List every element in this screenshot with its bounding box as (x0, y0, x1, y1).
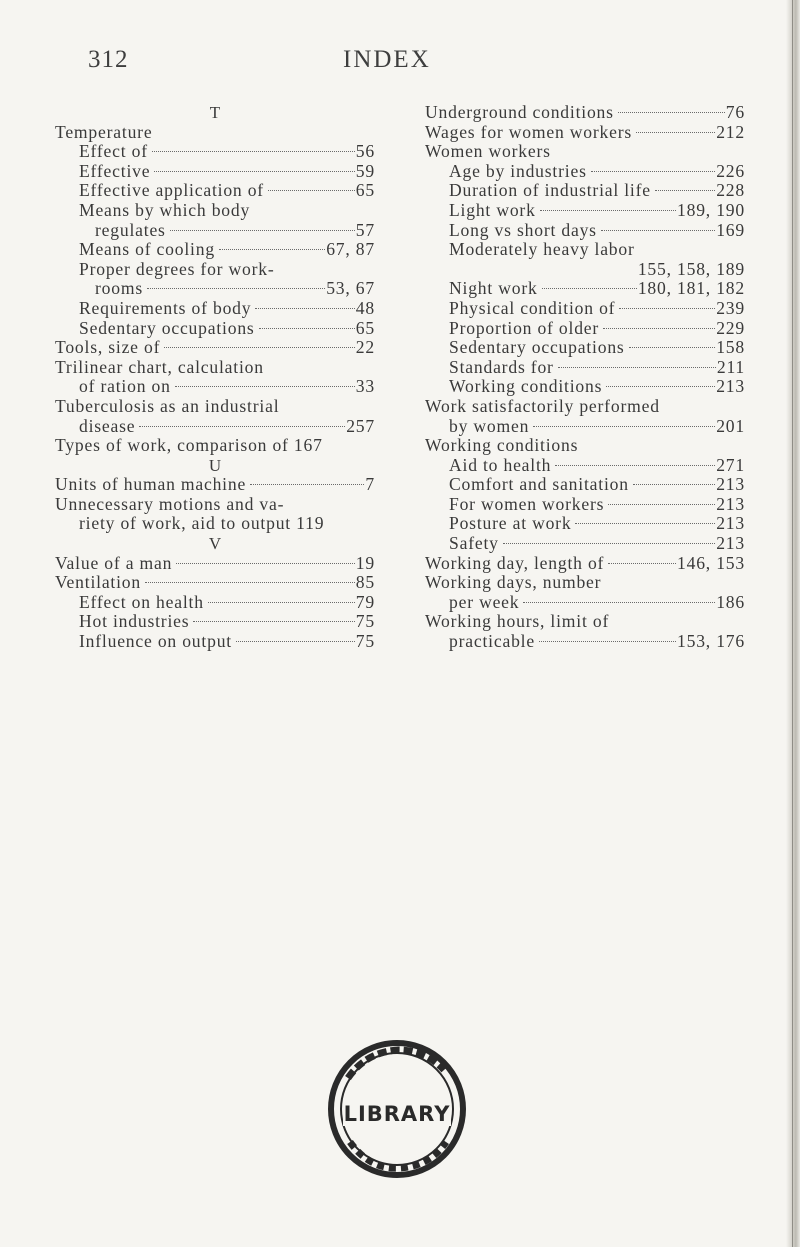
dot-leader (608, 563, 676, 564)
entry-pages: 201 (716, 415, 745, 436)
index-subentry (425, 514, 745, 534)
dot-leader (152, 151, 355, 152)
entry-term: Working day, length of (425, 552, 605, 573)
index-subentry (425, 534, 745, 554)
entry-pages: 213 (716, 513, 745, 534)
dot-leader (523, 602, 715, 603)
entry-term: rooms (95, 278, 143, 299)
dot-leader (208, 602, 355, 603)
dot-leader (154, 171, 354, 172)
entry-term: Moderately heavy labor (449, 239, 635, 260)
index-subentry (55, 514, 375, 534)
entry-pages: 7 (365, 474, 375, 495)
index-subentry (425, 593, 745, 613)
stamp-text: LIBRARY (343, 1102, 451, 1126)
entry-term: practicable (449, 631, 535, 652)
entry-term: Long vs short days (449, 219, 597, 240)
entry-pages: 180, 181, 182 (637, 278, 745, 299)
index-subentry (425, 319, 745, 339)
dot-leader (636, 132, 715, 133)
entry-pages: 146, 153 (677, 552, 745, 573)
entry-term: Light work (449, 199, 536, 220)
dot-leader (503, 543, 715, 544)
index-subentry (55, 279, 375, 299)
index-subentry (425, 338, 745, 358)
dot-leader (175, 386, 355, 387)
entry-term: Wages for women workers (425, 121, 633, 142)
entry-term: Working hours, limit of (425, 611, 610, 632)
entry-term: regulates (95, 219, 166, 240)
entry-term: Work satisfactorily performed (425, 395, 660, 416)
dot-leader (236, 641, 355, 642)
entry-pages: 75 (355, 611, 375, 632)
entry-pages: 213 (716, 474, 745, 495)
dot-leader (176, 563, 355, 564)
entry-pages: 271 (716, 454, 745, 475)
index-entry (425, 142, 745, 162)
entry-pages: 257 (346, 415, 375, 436)
entry-term: Underground conditions (425, 102, 614, 122)
index-subentry (55, 377, 375, 397)
index-entry (55, 573, 375, 593)
entry-term: Tuberculosis as an industrial (55, 395, 280, 416)
dot-leader (606, 386, 715, 387)
index-subentry (425, 495, 745, 515)
entry-term: For women workers (449, 493, 605, 514)
entry-term: Tools, size of (55, 337, 161, 358)
entry-term: Duration of industrial life (449, 180, 651, 201)
dot-leader (145, 582, 355, 583)
dot-leader (629, 347, 716, 348)
entry-pages: 211 (716, 356, 745, 377)
entry-term: Women workers (425, 141, 551, 162)
entry-pages: 53, 67 (326, 278, 375, 299)
dot-leader (219, 249, 325, 250)
entry-pages: 65 (355, 180, 375, 201)
dot-leader (633, 484, 715, 485)
entry-term: Influence on output (79, 631, 232, 652)
dot-leader (603, 328, 715, 329)
index-subentry (55, 142, 375, 162)
index-column-right (425, 103, 745, 652)
entry-term: Value of a man (55, 552, 173, 573)
index-subentry (425, 632, 745, 652)
entry-pages: 212 (716, 121, 745, 142)
dot-leader (542, 288, 637, 289)
entry-term: Working days, number (425, 572, 602, 593)
entry-pages: 22 (355, 337, 375, 358)
dot-leader (555, 465, 715, 466)
entry-pages: 19 (355, 552, 375, 573)
entry-pages: 65 (355, 317, 375, 338)
index-column-left (55, 103, 375, 652)
entry-pages: 67, 87 (326, 239, 375, 260)
page-header (0, 46, 800, 86)
entry-term: Posture at work (449, 513, 572, 534)
entry-term: Means of cooling (79, 239, 215, 260)
entry-term: Sedentary occupations (79, 317, 255, 338)
index-entry (425, 573, 745, 593)
entry-term: Effect on health (79, 591, 204, 612)
index-subentry (55, 181, 375, 201)
index-subentry (425, 358, 745, 378)
entry-term: Effective application of (79, 180, 264, 201)
index-subentry (55, 319, 375, 339)
entry-term: Effect of (79, 141, 148, 162)
entry-pages: 229 (716, 317, 745, 338)
dot-leader (591, 171, 715, 172)
index-entry (55, 436, 375, 456)
library-stamp-icon (326, 1038, 468, 1180)
index-subentry (55, 593, 375, 613)
index-entry (55, 123, 375, 143)
page-title: INDEX (343, 46, 431, 73)
entry-pages: 79 (355, 591, 375, 612)
entry-term: Requirements of body (79, 297, 252, 318)
index-subentry (425, 299, 745, 319)
entry-term: by women (449, 415, 530, 436)
entry-pages: 57 (355, 219, 375, 240)
dot-leader (619, 308, 715, 309)
index-subentry (55, 260, 375, 280)
index-entry (55, 495, 375, 515)
dot-leader (170, 230, 355, 231)
entry-pages: 189, 190 (677, 199, 745, 220)
entry-term: Aid to health (449, 454, 552, 475)
index-subentry (55, 632, 375, 652)
dot-leader (164, 347, 355, 348)
entry-pages: 213 (716, 376, 745, 397)
entry-pages: 59 (355, 160, 375, 181)
index-subentry (55, 417, 375, 437)
index-subentry (425, 221, 745, 241)
index-subentry (425, 456, 745, 476)
index-subentry (425, 162, 745, 182)
entry-pages: 226 (716, 160, 745, 181)
index-entry (55, 338, 375, 358)
dot-leader (259, 328, 355, 329)
entry-term: Types of work, comparison of 167 (55, 435, 323, 456)
entry-term: Age by industries (449, 160, 587, 181)
dot-leader (601, 230, 715, 231)
entry-term: Working conditions (449, 376, 603, 397)
dot-leader (139, 426, 345, 427)
page-edge-shadow (786, 0, 800, 1247)
entry-term: Trilinear chart, calculation (55, 356, 264, 377)
index-pages-continuation: 155, 158, 189 (637, 258, 745, 279)
entry-pages: 33 (355, 376, 375, 397)
dot-leader (255, 308, 354, 309)
dot-leader (608, 504, 715, 505)
entry-term: Unnecessary motions and va- (55, 493, 285, 514)
index-entry (55, 397, 375, 417)
entry-term: disease (79, 415, 136, 436)
index-entry (55, 475, 375, 495)
index-entry (55, 554, 375, 574)
entry-term: Proper degrees for work- (79, 258, 275, 279)
entry-pages: 158 (716, 337, 745, 358)
section-letter: V (208, 534, 222, 554)
index-entry (425, 436, 745, 456)
entry-term: Means by which body (79, 199, 251, 220)
entry-term: Standards for (449, 356, 554, 377)
entry-term: Effective (79, 160, 151, 181)
index-subentry (55, 162, 375, 182)
dot-leader (558, 367, 716, 368)
index-subentry (425, 181, 745, 201)
page-number: 312 (88, 46, 129, 73)
entry-term: Working conditions (425, 435, 579, 456)
entry-term: of ration on (79, 376, 171, 397)
entry-term: Proportion of older (449, 317, 600, 338)
dot-leader (540, 210, 676, 211)
entry-pages: 186 (716, 591, 745, 612)
dot-leader (193, 621, 354, 622)
index-subentry (55, 240, 375, 260)
library-stamp (326, 1038, 468, 1180)
entry-pages: 228 (716, 180, 745, 201)
entry-pages: 85 (355, 572, 375, 593)
index-subentry (425, 417, 745, 437)
index-subentry (425, 377, 745, 397)
dot-leader (618, 112, 725, 113)
entry-term: per week (449, 591, 520, 612)
entry-pages: 75 (355, 631, 375, 652)
dot-leader (533, 426, 715, 427)
entry-term: Hot industries (79, 611, 190, 632)
entry-term: riety of work, aid to output 119 (79, 513, 325, 534)
entry-pages: 56 (355, 141, 375, 162)
index-subentry (425, 201, 745, 221)
entry-term: Ventilation (55, 572, 142, 593)
dot-leader (250, 484, 364, 485)
index-subentry (55, 221, 375, 241)
entry-pages: 213 (716, 493, 745, 514)
index-entry (55, 358, 375, 378)
section-letter: U (208, 455, 222, 475)
index-entry (425, 123, 745, 143)
index-subentry (55, 201, 375, 221)
entry-pages: 153, 176 (677, 631, 745, 652)
entry-term: Safety (449, 533, 499, 554)
dot-leader (539, 641, 676, 642)
index-subentry (425, 279, 745, 299)
dot-leader (655, 190, 715, 191)
entry-term: Physical condition of (449, 297, 616, 318)
dot-leader (147, 288, 325, 289)
entry-pages: 48 (355, 297, 375, 318)
section-letter: T (209, 103, 221, 122)
index-entry (425, 612, 745, 632)
index-entry (425, 554, 745, 574)
index-subentry (55, 612, 375, 632)
index-entry (425, 397, 745, 417)
entry-pages: 169 (716, 219, 745, 240)
entry-pages: 239 (716, 297, 745, 318)
index-entry (425, 103, 745, 123)
entry-term: Comfort and sanitation (449, 474, 629, 495)
index-subentry (55, 299, 375, 319)
entry-term: Temperature (55, 121, 153, 142)
entry-pages: 76 (725, 102, 745, 122)
index-subentry (425, 240, 745, 260)
dot-leader (575, 523, 715, 524)
dot-leader (268, 190, 355, 191)
entry-term: Units of human machine (55, 474, 247, 495)
index-subentry (425, 475, 745, 495)
entry-pages: 213 (716, 533, 745, 554)
entry-term: Night work (449, 278, 538, 299)
entry-term: Sedentary occupations (449, 337, 625, 358)
